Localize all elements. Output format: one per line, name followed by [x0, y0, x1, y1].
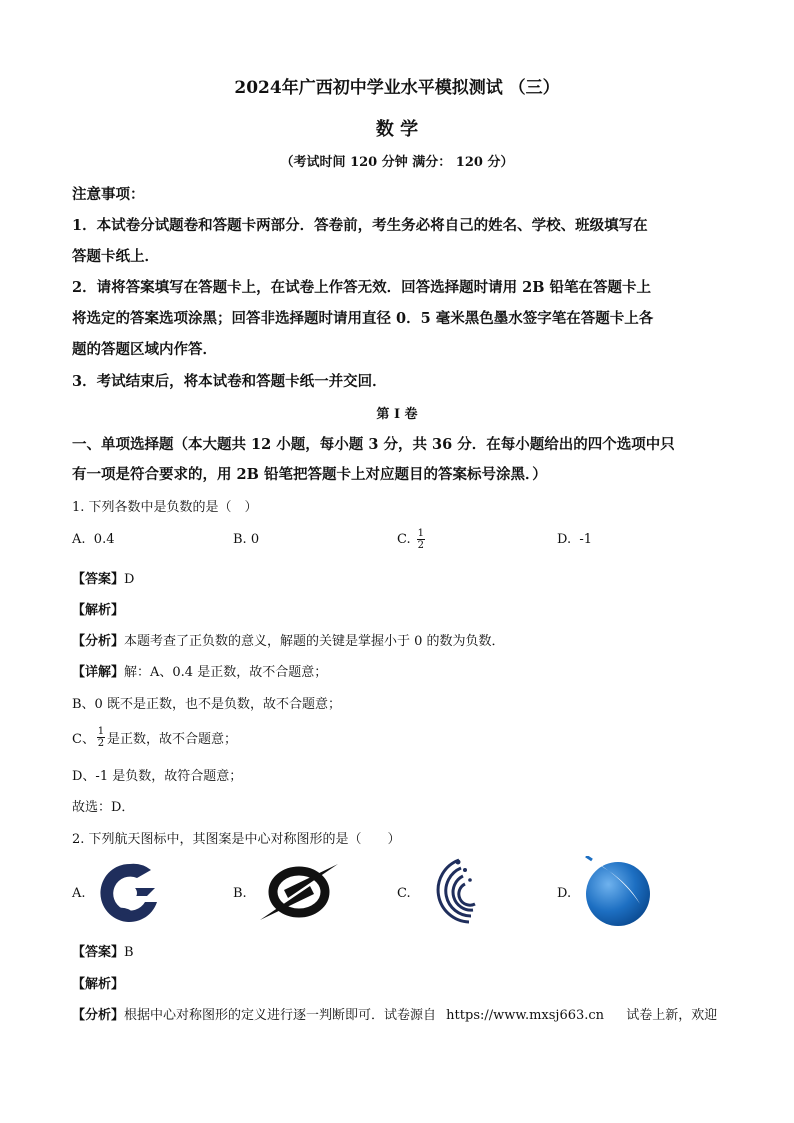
notice-line-1b: 答题卡纸上．: [72, 248, 159, 265]
part1-instructions-1: 一、单项选择题（本大题共 12 小题，每小题 3 分，共 36 分．在每小题给出的四个选项中只: [72, 436, 675, 453]
source-url-link[interactable]: https://www.mxsj663.cn: [446, 1008, 605, 1023]
q2-option-d-label: D.: [557, 886, 572, 901]
volume-title: 第 I 卷: [376, 407, 418, 422]
q1-answer: 【答案】D: [72, 572, 135, 587]
subject-title: 数 学: [375, 119, 419, 140]
notice-line-2c: 题的答题区域内作答．: [72, 341, 217, 358]
part1-instructions-2: 有一项是符合要求的，用 2B 铅笔把答题卡上对应题目的答案标号涂黑．）: [72, 466, 547, 483]
q1-detail-1: 【详解】解：A、0.4 是正数，故不合题意；: [72, 665, 328, 680]
notice-heading: 注意事项：: [72, 186, 145, 203]
slashed-circle-logo-icon: [258, 862, 340, 922]
notice-line-2b: 将选定的答案选项涂黑；回答非选择题时请用直径 0．5 毫米黑色墨水签字笔在答题卡上各: [72, 310, 654, 327]
q1-analysis-tag: 【解析】: [72, 603, 125, 618]
exam-title: 2024年广西初中学业水平模拟测试 （三）: [234, 78, 560, 98]
q1-stem: 1. 下列各数中是负数的是（ ）: [72, 500, 258, 515]
q2-answer: 【答案】B: [72, 945, 134, 960]
q1-conclusion: 故选：D．: [72, 800, 135, 815]
q2-option-b-label: B.: [233, 886, 247, 901]
notice-line-3: 3．考试结束后，将本试卷和答题卡纸一并交回．: [72, 373, 387, 390]
notice-line-1: 1．本试卷分试题卷和答题卡两部分．答卷前，考生务必将自己的姓名、学校、班级填写在: [72, 217, 648, 234]
q1-detail-3: C、 $\frac{1}{2}$ 是正数，故不合题意；: [72, 725, 237, 749]
q1-option-c: C. $\frac{1}{2}$: [397, 527, 424, 551]
blue-globe-logo-icon: [580, 856, 656, 928]
q2-option-a-label: A.: [72, 886, 86, 901]
fraction-one-half: $\frac{1}{2}$: [417, 527, 424, 551]
spiral-logo-icon: [95, 858, 165, 928]
q1-detail-4: D、-1 是负数，故符合题意；: [72, 769, 243, 784]
fraction-one-half: $\frac{1}{2}$: [97, 725, 105, 749]
q1-option-b: B. 0: [233, 532, 260, 547]
q1-option-d: D. -1: [557, 532, 593, 547]
exam-info: （考试时间 120 分钟 满分： 120 分）: [280, 155, 514, 170]
q1-detail-2: B、0 既不是正数，也不是负数，故不合题意；: [72, 697, 341, 712]
q2-analysis-tag: 【解析】: [72, 977, 125, 992]
orbit-arcs-logo-icon: [425, 856, 491, 926]
q2-fenxi: 【分析】根据中心对称图形的定义进行逐一判断即可．试卷源自 https://www.mxsj663.cn 试卷上新，欢迎: [72, 1008, 718, 1023]
notice-line-2: 2．请将答案填写在答题卡上，在试卷上作答无效．回答选择题时请用 2B 铅笔在答题卡上: [72, 279, 652, 296]
q1-option-a: A. 0.4: [72, 532, 115, 547]
q2-option-c-label: C.: [397, 886, 411, 901]
q1-fenxi: 【分析】本题考查了正负数的意义，解题的关键是掌握小于 0 的数为负数．: [72, 634, 505, 649]
q2-stem: 2. 下列航天图标中，其图案是中心对称图形的是（ ）: [72, 832, 401, 847]
